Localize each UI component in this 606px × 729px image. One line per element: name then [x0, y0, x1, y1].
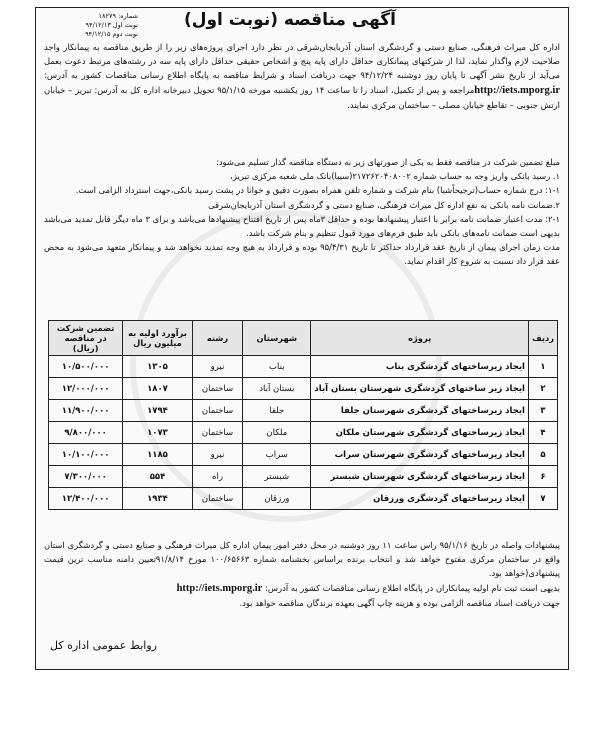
guarantee-item-2-1: ۲-۱: مدت اعتبار ضمانت نامه برابر با اعتبار پیشنهادها بوده و حداقل ۳ماه پس از تاریخ افتتاح پیشنهادها می‌باشد و برای ۳ ماه دیگر قابل تمدید می‌باشد بدیهی است ضمانت نامه‌های بانکی باید طبق فرم‌های مورد قبول تنظیم و بنام شرکت باشد.	[44, 213, 560, 239]
header-estimate: برآورد اولیه به میلیون ریال	[123, 321, 193, 356]
header-row-number: ردیف	[528, 321, 557, 356]
table-header-row	[49, 321, 558, 356]
intro-tail-text: مراجعه و پس از تکمیل، اسناد را تا ساعت ۱۴ روز یکشنبه مورخه ۹۵/۱/۱۵ تحویل دبیرخانه اداره کل به آدرس: تبریز – خیابان ارتش جنوبی – تقاطع خیابان مصلی – ساختمان مرکزی نمایند.	[44, 84, 560, 110]
intro-paragraph	[44, 40, 560, 112]
header-project: پروژه	[311, 321, 529, 356]
guarantee-heading: مبلغ تضمین شرکت در مناقصه فقط به یکی از صورتهای زیر به دستگاه مناقصه گذار تسلیم می‌شود:	[216, 157, 560, 167]
row-field: ساختمان	[192, 400, 242, 422]
row-estimate: ۱۷۹۴	[123, 400, 193, 422]
row-project: ایجاد زیرساختهای گردشگری شهرستان شبستر	[311, 466, 529, 488]
row-city: بستان آباد	[243, 378, 311, 400]
row-city: سراب	[243, 444, 311, 466]
guarantee-section	[44, 155, 560, 269]
row-guarantee: ۱۰/۵۰۰/۰۰۰	[49, 356, 123, 378]
row-guarantee: ۹/۸۰۰/۰۰۰	[49, 422, 123, 444]
row-number: ۴	[528, 422, 557, 444]
row-estimate: ۱۹۳۴	[123, 488, 193, 510]
register-url-link[interactable]: http://iets.mporg.ir	[176, 582, 263, 594]
row-number: ۷	[528, 488, 557, 510]
row-estimate: ۱۰۷۳	[123, 422, 193, 444]
row-number: ۶	[528, 466, 557, 488]
row-field: راه	[192, 466, 242, 488]
header-guarantee: تضمین شرکت در مناقصه (ریال)	[49, 321, 123, 356]
row-project: ایجاد زیرساختهای گردشگری شهرستان جلفا	[311, 400, 529, 422]
register-paragraph	[44, 581, 560, 596]
row-estimate: ۱۸۰۷	[123, 378, 193, 400]
guarantee-item-1: ۱. رسید بانکی واریز وجه به حساب شماره ۲۱۷۲۶۲۰۴۰۸۰۰۲(سیبا)بانک ملی شعبه مرکزی تبریز،	[230, 171, 560, 182]
row-number: ۵	[528, 444, 557, 466]
notice-meta	[58, 12, 138, 39]
row-project: ایجاد زیرساختهای گردشگری ورزقان	[311, 488, 529, 510]
row-field: ساختمان	[192, 378, 242, 400]
page-title: آگهی مناقصه (نوبت اول)	[183, 10, 397, 30]
row-city: ورزقان	[243, 488, 311, 510]
row-project: ایجاد زیرساختهای گردشگری بناب	[311, 356, 529, 378]
guarantee-item-2: ۲.ضمانت نامه بانکی به نفع اداره کل میراث فرهنگی، صنایع دستی و گردشگری استان آذربایجان‌شرقی	[208, 199, 560, 210]
row-guarantee: ۱۲/۰۰۰/۰۰۰	[49, 378, 123, 400]
row-field: ساختمان	[192, 422, 242, 444]
row-field: نیرو	[192, 356, 242, 378]
row-city: شبستر	[243, 466, 311, 488]
notice-date-second: نوبت دوم ۹۴/۱۲/۱۵	[85, 30, 138, 38]
row-city: جلفا	[243, 400, 311, 422]
row-guarantee: ۱۰/۱۰۰/۰۰۰	[49, 444, 123, 466]
register-text: بدیهی است ثبت نام اولیه پیمانکاران در پایگاه اطلاع رسانی مناقصات کشور به آدرس:	[265, 582, 560, 593]
intro-url-link[interactable]: http://iets.mporg.ir	[474, 84, 561, 96]
row-field: ساختمان	[192, 488, 242, 510]
projects-table	[48, 320, 558, 510]
row-number: ۱	[528, 356, 557, 378]
row-guarantee: ۷/۳۰۰/۰۰۰	[49, 466, 123, 488]
row-number: ۳	[528, 400, 557, 422]
row-guarantee: ۱۲/۴۰۰/۰۰۰	[49, 488, 123, 510]
row-estimate: ۱۱۸۵	[123, 444, 193, 466]
table-row	[49, 400, 558, 422]
table-row	[49, 444, 558, 466]
row-number: ۲	[528, 378, 557, 400]
table-row	[49, 422, 558, 444]
table-row	[49, 488, 558, 510]
row-guarantee: ۱۱/۹۰۰/۰۰۰	[49, 400, 123, 422]
row-project: ایجاد زیرساختهای گردشگری شهرستان سراب	[311, 444, 529, 466]
closing-section	[44, 538, 560, 610]
header-city: شهرستان	[243, 321, 311, 356]
duration-paragraph: مدت زمان اجرای پیمان از تاریخ عقد قرارداد حداکثر تا تاریخ ۹۵/۴/۳۱ بوده و قرارداد به هیچ وجه تمدید نخواهد شد و پیمانکار متعهد می‌شود به محض عقد قرار داد نسبت به شروع کار اقدام نماید.	[44, 242, 561, 267]
table-row	[49, 378, 558, 400]
row-estimate: ۱۳۰۵	[123, 356, 193, 378]
intro-text: اداره کل میراث فرهنگی، صنایع دستی و گردشگری استان آذربایجان‌شرقی در نظر دارد اجرای پروژه‌های زیر را از طریق مناقصه به پیمانکار واجد صلاحیت لازم واگذار نماید، لذا از شرکتهای پیمانکاری حداقل دارای پایه پنج و اشخاص حقیقی حداقل دارای پایه سه در رشته‌های مرتبط دعوت بعمل می‌آید از تاریخ نشر آگهی تا پایان روز دوشنبه ۹۴/۱۲/۲۴ جهت دریافت اسناد و شرایط مناقصه به پایگاه اطلاع رسانی مناقصات کشور به آدرس:	[44, 42, 560, 81]
row-project: ایجاد زیرساختهای گردشگری شهرستان ملکان	[311, 422, 529, 444]
row-city: بناب	[243, 356, 311, 378]
table-row	[49, 466, 558, 488]
table-row	[49, 356, 558, 378]
guarantee-item-1-1: ۱-۱: درج شماره حساب(ترجیحاً‌شبا) بنام شرکت و شماره تلفن همراه بصورت دقیق و خوانا در پشت رسید بانکی،جهت استرداد الزامی است.	[75, 185, 560, 196]
row-estimate: ۵۵۴	[123, 466, 193, 488]
notice-number: شماره: ۱۸۲۷۹	[98, 12, 138, 20]
notice-date-first: نوبت اول ۹۴/۱۲/۱۳	[85, 21, 138, 29]
signature: روابط عمومی اداره کل	[50, 639, 157, 652]
opening-paragraph: پیشنهادات واصله در تاریخ ۹۵/۱/۱۶ راس ساعت ۱۱ روز دوشنبه در محل دفتر امور پیمان اداره کل میراث فرهنگی و صنایع دستی و گردشگری استان واقع در ساختمان مرکزی مفتوح خواهد شد و انتخاب برنده براساس بخشنامه شماره ۱۰۰/۶۵۶۶۳ مورخ ۹۱/۸/۱۴تعیین دامنه مناسب ترین قیمت پیشنهادی(خواهد بود.	[44, 540, 560, 579]
header-field: رشته	[192, 321, 242, 356]
row-project: ایجاد زیر ساختهای گردشگری شهرستان بستان آباد	[311, 378, 529, 400]
row-city: ملکان	[243, 422, 311, 444]
fee-paragraph: جهت دریافت اسناد مناقصه الزامی بوده و هزینه چاپ آگهی بعهده برندگان مناقصه خواهد بود.	[239, 597, 560, 608]
row-field: نیرو	[192, 444, 242, 466]
